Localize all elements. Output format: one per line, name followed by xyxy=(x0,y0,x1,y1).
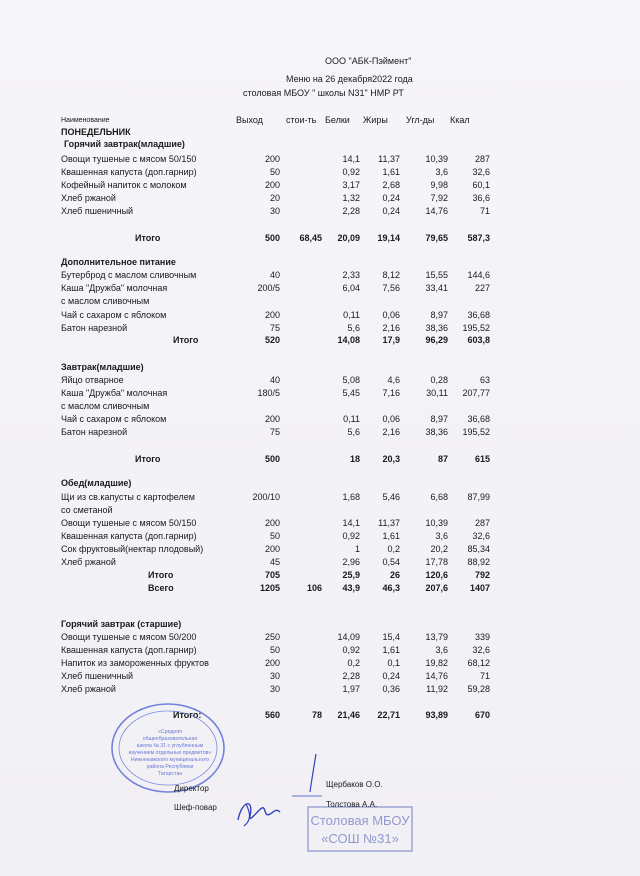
dish-name: Кофейный напиток с молоком xyxy=(61,180,187,190)
dish-kcal: 71 xyxy=(479,671,490,681)
dish-fat: 15,4 xyxy=(382,632,400,642)
table-row xyxy=(0,491,640,504)
dish-kcal: 207,77 xyxy=(462,388,490,398)
dish-kcal: 287 xyxy=(474,518,490,528)
total-carbs: 207,6 xyxy=(425,583,448,593)
dish-fat: 2,16 xyxy=(382,427,400,437)
total-fat: 19,14 xyxy=(377,233,400,243)
total-protein: 21,46 xyxy=(337,710,360,720)
dish-fat: 2,16 xyxy=(382,323,400,333)
section-title-text: Завтрак(младшие) xyxy=(61,362,144,372)
svg-text:школа № 31 с углубленным: школа № 31 с углубленным xyxy=(136,743,204,749)
dish-kcal: 144,6 xyxy=(467,270,490,280)
total-output: 705 xyxy=(264,570,280,580)
total-protein: 43,9 xyxy=(342,583,360,593)
dish-output: 200 xyxy=(264,154,280,164)
total-row xyxy=(0,334,640,347)
dish-output: 50 xyxy=(269,645,280,655)
table-row xyxy=(0,504,640,517)
dish-carbs: 3,6 xyxy=(435,167,448,177)
dish-output: 200/5 xyxy=(257,283,280,293)
total-fat: 46,3 xyxy=(382,583,400,593)
dish-protein: 2,28 xyxy=(342,671,360,681)
dish-fat: 0,36 xyxy=(382,684,400,694)
dish-output: 200 xyxy=(264,544,280,554)
total-kcal: 587,3 xyxy=(467,233,490,243)
dish-kcal: 227 xyxy=(474,283,490,293)
total-row xyxy=(0,453,640,466)
dish-carbs: 0,28 xyxy=(430,375,448,385)
dish-fat: 1,61 xyxy=(382,167,400,177)
total-protein: 25,9 xyxy=(342,570,360,580)
table-row xyxy=(0,282,640,295)
dish-name: Квашенная капуста (доп.гарнир) xyxy=(61,645,197,655)
col-name: Наименование xyxy=(61,117,110,124)
total-label: Итого xyxy=(173,335,199,345)
col-ugl: Угл-ды xyxy=(406,115,435,125)
table-row xyxy=(0,413,640,426)
section-title xyxy=(0,138,640,151)
dish-fat: 0,06 xyxy=(382,310,400,320)
dish-output: 200 xyxy=(264,180,280,190)
dish-protein: 1,68 xyxy=(342,492,360,502)
svg-text:изучением отдельных предметов»: изучением отдельных предметов» xyxy=(128,750,212,756)
dish-output: 30 xyxy=(269,206,280,216)
dish-output: 45 xyxy=(269,557,280,567)
dish-kcal: 63 xyxy=(479,375,490,385)
dish-carbs: 11,92 xyxy=(426,684,448,694)
dish-protein: 1,97 xyxy=(342,684,360,694)
table-row xyxy=(0,400,640,413)
dish-name: Щи из св.капусты с картофелем xyxy=(61,492,195,502)
total-output: 1205 xyxy=(259,583,280,593)
dish-kcal: 88,92 xyxy=(467,557,490,567)
dish-fat: 1,61 xyxy=(382,531,400,541)
dish-fat: 1,61 xyxy=(382,645,400,655)
section-title xyxy=(0,477,640,490)
dish-name: Хлеб ржаной xyxy=(61,193,116,203)
dish-name: Хлеб пшеничный xyxy=(61,206,134,216)
dish-protein: 1,32 xyxy=(342,193,360,203)
table-row xyxy=(0,556,640,569)
total-label: Итого: xyxy=(173,710,202,720)
dish-carbs: 14,76 xyxy=(425,206,448,216)
table-row xyxy=(0,644,640,657)
director-signature xyxy=(286,752,326,802)
svg-text:общеобразовательная: общеобразовательная xyxy=(142,736,198,742)
dish-carbs: 38,36 xyxy=(425,427,448,437)
dish-kcal: 339 xyxy=(474,632,490,642)
dish-name: Каша "Дружба" молочная xyxy=(61,283,168,293)
total-kcal: 670 xyxy=(474,710,490,720)
dish-name: Чай с сахаром с яблоком xyxy=(61,414,167,424)
section-title-text: Дополнительное питание xyxy=(61,257,176,267)
table-row xyxy=(0,670,640,683)
total-row xyxy=(0,709,640,722)
dish-carbs: 10,39 xyxy=(425,518,448,528)
dish-carbs: 6,68 xyxy=(430,492,448,502)
total-output: 560 xyxy=(264,710,280,720)
dish-output: 75 xyxy=(269,323,280,333)
total-label: Итого xyxy=(135,454,161,464)
total-kcal: 792 xyxy=(474,570,490,580)
dish-kcal: 85,34 xyxy=(467,544,490,554)
dish-fat: 0,24 xyxy=(382,206,400,216)
dish-fat: 2,68 xyxy=(382,180,400,190)
svg-text:«СОШ №31»: «СОШ №31» xyxy=(321,831,399,846)
dish-name: со сметаной xyxy=(61,505,113,515)
dish-name: Хлеб ржаной xyxy=(61,684,116,694)
dish-carbs: 17,78 xyxy=(425,557,448,567)
dish-output: 75 xyxy=(269,427,280,437)
total-carbs: 87 xyxy=(437,454,448,464)
dish-fat: 0,24 xyxy=(382,671,400,681)
dish-fat: 0,06 xyxy=(382,414,400,424)
dish-fat: 11,37 xyxy=(378,154,400,164)
dish-protein: 0,2 xyxy=(347,658,360,668)
dish-carbs: 9,98 xyxy=(430,180,448,190)
dish-output: 50 xyxy=(269,531,280,541)
table-row xyxy=(0,269,640,282)
col-cost: стои-ть xyxy=(286,115,317,125)
rect-stamp xyxy=(306,805,414,853)
grand-total-row xyxy=(0,582,640,595)
dish-output: 200/10 xyxy=(252,492,280,502)
dish-name: Чай с сахаром с яблоком xyxy=(61,310,167,320)
dish-protein: 0,11 xyxy=(343,310,360,320)
table-row xyxy=(0,295,640,308)
dish-carbs: 19,82 xyxy=(425,658,448,668)
dish-name: Овощи тушеные с мясом 50/200 xyxy=(61,632,197,642)
table-row xyxy=(0,683,640,696)
dish-protein: 5,45 xyxy=(342,388,360,398)
dish-name: Напиток из замороженных фруктов xyxy=(61,658,209,668)
section-title xyxy=(0,361,640,374)
dish-kcal: 60,1 xyxy=(472,180,490,190)
dish-protein: 5,08 xyxy=(342,375,360,385)
total-carbs: 79,65 xyxy=(425,233,448,243)
table-row xyxy=(0,205,640,218)
dish-fat: 8,12 xyxy=(382,270,400,280)
dish-name: Квашенная капуста (доп.гарнир) xyxy=(61,531,197,541)
total-cost: 78 xyxy=(311,710,322,720)
col-kcal: Ккал xyxy=(450,115,470,125)
total-output: 500 xyxy=(264,233,280,243)
dish-carbs: 8,97 xyxy=(430,310,448,320)
dish-output: 200 xyxy=(264,658,280,668)
table-row xyxy=(0,517,640,530)
svg-text:Столовая МБОУ: Столовая МБОУ xyxy=(310,813,410,828)
dish-carbs: 20,2 xyxy=(430,544,448,554)
dish-fat: 0,1 xyxy=(387,658,400,668)
table-row xyxy=(0,387,640,400)
dish-fat: 0,2 xyxy=(387,544,400,554)
total-carbs: 96,29 xyxy=(425,335,448,345)
svg-text:«Средняя: «Средняя xyxy=(158,729,182,735)
chef-name: Толстова А.А. xyxy=(326,800,378,809)
director-label: Директор xyxy=(174,784,209,793)
dish-protein: 2,28 xyxy=(342,206,360,216)
chef-label: Шеф-повар xyxy=(174,803,217,812)
table-row xyxy=(0,192,640,205)
total-label: Всего xyxy=(148,583,174,593)
dish-fat: 4,6 xyxy=(387,375,400,385)
dish-protein: 0,92 xyxy=(342,531,360,541)
total-kcal: 615 xyxy=(474,454,490,464)
table-row xyxy=(0,631,640,644)
dish-kcal: 36,6 xyxy=(472,193,490,203)
dish-output: 40 xyxy=(269,375,280,385)
total-protein: 20,09 xyxy=(337,233,360,243)
section-title-text: Горячий завтрак (старшие) xyxy=(61,619,182,629)
table-row xyxy=(0,657,640,670)
dish-name: Хлеб пшеничный xyxy=(61,671,134,681)
dish-kcal: 32,6 xyxy=(472,645,490,655)
total-label: Итого xyxy=(148,570,174,580)
section-title-text: Обед(младшие) xyxy=(61,478,132,488)
dish-protein: 5,6 xyxy=(347,427,360,437)
dish-kcal: 32,6 xyxy=(472,167,490,177)
dish-fat: 11,37 xyxy=(378,518,400,528)
dish-fat: 7,56 xyxy=(382,283,400,293)
dish-carbs: 15,55 xyxy=(425,270,448,280)
dish-fat: 5,46 xyxy=(382,492,400,502)
dish-name: с маслом сливочным xyxy=(61,401,150,411)
dish-carbs: 8,97 xyxy=(430,414,448,424)
dish-name: Овощи тушеные с мясом 50/150 xyxy=(61,518,197,528)
dish-protein: 14,1 xyxy=(342,154,360,164)
dish-kcal: 68,12 xyxy=(467,658,490,668)
table-row xyxy=(0,179,640,192)
dish-carbs: 33,41 xyxy=(425,283,448,293)
total-cost: 106 xyxy=(306,583,322,593)
section-title xyxy=(0,256,640,269)
dish-protein: 0,92 xyxy=(342,645,360,655)
dish-output: 250 xyxy=(264,632,280,642)
dish-protein: 14,1 xyxy=(342,518,360,528)
dish-protein: 2,96 xyxy=(342,557,360,567)
dish-carbs: 7,92 xyxy=(430,193,448,203)
dish-output: 200 xyxy=(264,310,280,320)
dish-kcal: 36,68 xyxy=(467,414,490,424)
col-out: Выход xyxy=(236,115,263,125)
dish-name: Батон нарезной xyxy=(61,323,128,333)
total-fat: 22,71 xyxy=(377,710,400,720)
day-text: ПОНЕДЕЛЬНИК xyxy=(61,127,131,137)
dish-output: 30 xyxy=(269,671,280,681)
total-fat: 20,3 xyxy=(382,454,400,464)
dish-carbs: 3,6 xyxy=(435,531,448,541)
dish-name: с маслом сливочным xyxy=(61,296,150,306)
dish-protein: 5,6 xyxy=(347,323,360,333)
total-fat: 26 xyxy=(389,570,400,580)
dish-name: Батон нарезной xyxy=(61,427,128,437)
dish-output: 50 xyxy=(269,167,280,177)
total-label: Итого xyxy=(135,233,161,243)
dish-name: Сок фруктовый(нектар плодовый) xyxy=(61,544,204,554)
svg-text:Татарстан: Татарстан xyxy=(157,771,183,777)
table-row xyxy=(0,530,640,543)
dish-kcal: 32,6 xyxy=(472,531,490,541)
total-kcal: 1407 xyxy=(469,583,490,593)
dish-carbs: 3,6 xyxy=(435,645,448,655)
dish-output: 180/5 xyxy=(257,388,280,398)
svg-text:района Республики: района Республики xyxy=(146,764,194,770)
dish-carbs: 14,76 xyxy=(425,671,448,681)
dish-protein: 6,04 xyxy=(342,283,360,293)
dish-protein: 0,92 xyxy=(342,167,360,177)
total-protein: 14,08 xyxy=(337,335,360,345)
dish-kcal: 87,99 xyxy=(467,492,490,502)
total-cost: 68,45 xyxy=(299,233,322,243)
dish-protein: 2,33 xyxy=(342,270,360,280)
dish-protein: 0,11 xyxy=(343,414,360,424)
table-row xyxy=(0,309,640,322)
total-carbs: 93,89 xyxy=(425,710,448,720)
dish-carbs: 13,79 xyxy=(425,632,448,642)
round-stamp xyxy=(108,700,228,796)
section-title-text: Горячий завтрак(младшие) xyxy=(64,139,185,149)
col-belki: Белки xyxy=(325,115,350,125)
dish-carbs: 30,11 xyxy=(426,388,448,398)
dish-name: Хлеб ржаной xyxy=(61,557,116,567)
total-kcal: 603,8 xyxy=(467,335,490,345)
dish-fat: 7,16 xyxy=(382,388,400,398)
section-title xyxy=(0,618,640,631)
table-row xyxy=(0,166,640,179)
dish-kcal: 195,52 xyxy=(462,323,490,333)
dish-kcal: 287 xyxy=(474,154,490,164)
dish-kcal: 36,68 xyxy=(467,310,490,320)
total-row xyxy=(0,232,640,245)
total-carbs: 120,6 xyxy=(425,570,448,580)
svg-text:Нижнекамского муниципального: Нижнекамского муниципального xyxy=(130,757,210,763)
dish-output: 200 xyxy=(264,518,280,528)
table-row xyxy=(0,543,640,556)
total-output: 520 xyxy=(264,335,280,345)
dish-name: Бутерброд с маслом сливочным xyxy=(61,270,197,280)
dish-protein: 1 xyxy=(354,544,360,554)
director-name: Щербаков О.О. xyxy=(326,780,383,789)
dish-carbs: 10,39 xyxy=(425,154,448,164)
dish-name: Квашенная капуста (доп.гарнир) xyxy=(61,167,197,177)
dish-name: Овощи тушеные с мясом 50/150 xyxy=(61,154,197,164)
menu-document: ООО "АБК-Пэймент" Меню на 26 декабря2022 года столовая МБОУ " школы N31" НМР РТ Наименование Выход стои-ть Белки Жиры Угл-ды Ккал ПОНЕДЕЛЬНИК Горячий завтрак(младшие) Овощи тушеные с мясом 50/150 200 14,1 11,37 10,39 287 Квашенная капуста (доп.гарнир) 50 0,92 1,61 3,6 32,6 Кофейный напиток с молоком 200 3,17 2,68 9,98 60,1 Хлеб ржаной 20 1,32 0,24 7,92 36,6 Хлеб пшеничный 30 2,28 0,24 14,76 71 Итого 500 68,45 20,09 19,14 79,65 587,3 Дополнительное питание Бутерброд с маслом сливочным 40 2,33 8,12 15,55 144,6 Каша "Дружба" молочная 200/5 6,04 7,56 33,41 227 с маслом сливочным Чай с сахаром с яблоком 200 0,11 0,06 8,97 36,68 Батон нарезной 75 5,6 2,16 38,36 195,52 Итого 520 14,08 17,9 96,29 603,8 Завтрак(младшие) Яйцо отварное 40 5,08 4,6 0,28 63 Каша "Дружба" молочная 180/5 5,45 7,16 30,11 207,77 с маслом сливочным Чай с сахаром с яблоком 200 0,11 0,06 8,97 36,68 Батон нарезной 75 5,6 2,16 38,36 195,52 Итого 500 18 20,3 87 615 Обед(младшие) Щи из св.капусты с картофелем 200/10 1,68 5,46 6,68 87,99 со сметаной Овощи тушеные с мясом 50/150 200 14,1 11,37 10,39 287 Квашенная капуста (доп.гарнир) 50 0,92 1,61 3,6 32,6 Сок фруктовый(нектар плодовый) 200 1 0,2 20,2 85,34 Хлеб ржаной 45 2,96 0,54 17,78 88,92 Итого 705 25,9 26 120,6 792 Всего 1205 106 43,9 46,3 207,6 1407 Горячий завтрак (старшие) Овощи тушеные с мясом 50/200 250 14,09 15,4 13,79 339 Квашенная капуста (доп.гарнир) 50 0,92 1,61 3,6 32,6 Напиток из замороженных фруктов 200 0,2 0,1 19,82 68,12 Хлеб пшеничный 30 2,28 0,24 14,76 71 Хлеб ржаной 30 1,97 0,36 11,92 59,28 Итого: 560 78 21,46 22,71 93,89 670 «Средняя общеобразовательная школа № 31 с углубленным изучением отдельных предметов» Нижнекамского муниципального района Республики Татарстан Столовая МБОУ «СОШ №31» Директор Щербаков О.О. Шеф-повар Толстова А.А. xyxy=(0,0,640,876)
dish-output: 200 xyxy=(264,414,280,424)
total-protein: 18 xyxy=(349,454,360,464)
col-zhiry: Жиры xyxy=(363,115,388,125)
table-row xyxy=(0,153,640,166)
total-fat: 17,9 xyxy=(382,335,400,345)
dish-output: 30 xyxy=(269,684,280,694)
dish-protein: 14,09 xyxy=(337,632,360,642)
dish-fat: 0,54 xyxy=(382,557,400,567)
dish-protein: 3,17 xyxy=(342,180,360,190)
total-row xyxy=(0,569,640,582)
dish-output: 40 xyxy=(269,270,280,280)
dish-output: 20 xyxy=(269,193,280,203)
dish-kcal: 71 xyxy=(479,206,490,216)
dish-fat: 0,24 xyxy=(382,193,400,203)
dish-name: Яйцо отварное xyxy=(61,375,124,385)
table-row xyxy=(0,374,640,387)
dish-name: Каша "Дружба" молочная xyxy=(61,388,168,398)
dish-kcal: 195,52 xyxy=(462,427,490,437)
table-row xyxy=(0,426,640,439)
dish-carbs: 38,36 xyxy=(425,323,448,333)
total-output: 500 xyxy=(264,454,280,464)
dish-kcal: 59,28 xyxy=(467,684,490,694)
